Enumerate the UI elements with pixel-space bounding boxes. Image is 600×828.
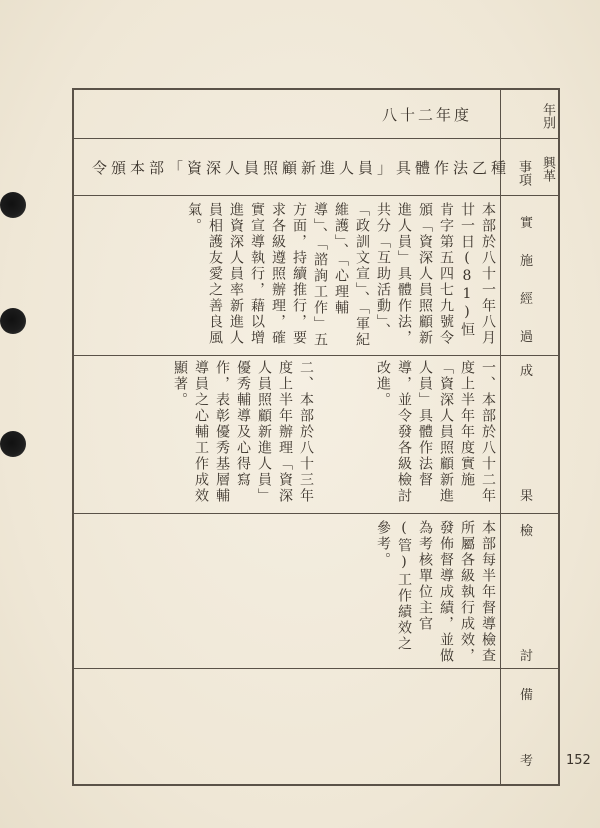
punch-hole bbox=[0, 431, 26, 457]
page-number: 152 bbox=[566, 753, 591, 768]
results-item-1: 一、本部於八十二年度上半年年度實施「資深人員照顧新進人員」具體作法督導，並令發各級檢討改進。 bbox=[375, 360, 496, 504]
label-implementation-4: 過 bbox=[520, 330, 534, 345]
review-text: 本部每半年督導檢查所屬各級執行成效，發佈督導成績，並做為考核單位主官(管)工作績效之參考。 bbox=[375, 520, 496, 664]
punch-hole bbox=[0, 192, 26, 218]
year-label: 年別 bbox=[540, 103, 555, 129]
implementation-text: 本部於八十一年八月廿一日(81)恒肯字第五四七九號令頒「資深人員照顧新進人員」具體作法，共分「互助活動」、「政訓文宣」、「軍紀維護」、「心理輔導」、「諮詢工作」五方面，持續推行，要求各級遵照辦理，確實宣導執行，藉以增進資深人員率新進人員相護友愛之善良風氣。 bbox=[186, 202, 496, 348]
item-label-bottom: 事項 bbox=[516, 160, 531, 186]
item-value: 令頒本部「資深人員照顧新進人員」具體作法乙種 bbox=[92, 159, 511, 177]
label-implementation-3: 經 bbox=[520, 292, 534, 307]
form-table bbox=[72, 88, 560, 786]
label-remarks-2: 考 bbox=[520, 754, 534, 769]
results-item-2: 二、本部於八十三年度上半年辦理「資深人員照顧新進人員」優秀輔導及心得寫作，表彰優秀基層輔導員之心輔工作成效顯著。 bbox=[172, 360, 314, 504]
label-results-1: 成 bbox=[520, 364, 534, 379]
item-label-top: 興革 bbox=[540, 156, 555, 182]
label-implementation-2: 施 bbox=[520, 254, 534, 269]
year-value: 八十二年度 bbox=[382, 106, 473, 124]
label-remarks-1: 備 bbox=[520, 688, 534, 703]
label-review-2: 討 bbox=[520, 649, 534, 664]
punch-hole bbox=[0, 308, 26, 334]
label-results-2: 果 bbox=[520, 489, 534, 504]
label-review-1: 檢 bbox=[520, 524, 534, 539]
label-implementation-1: 實 bbox=[520, 216, 534, 231]
